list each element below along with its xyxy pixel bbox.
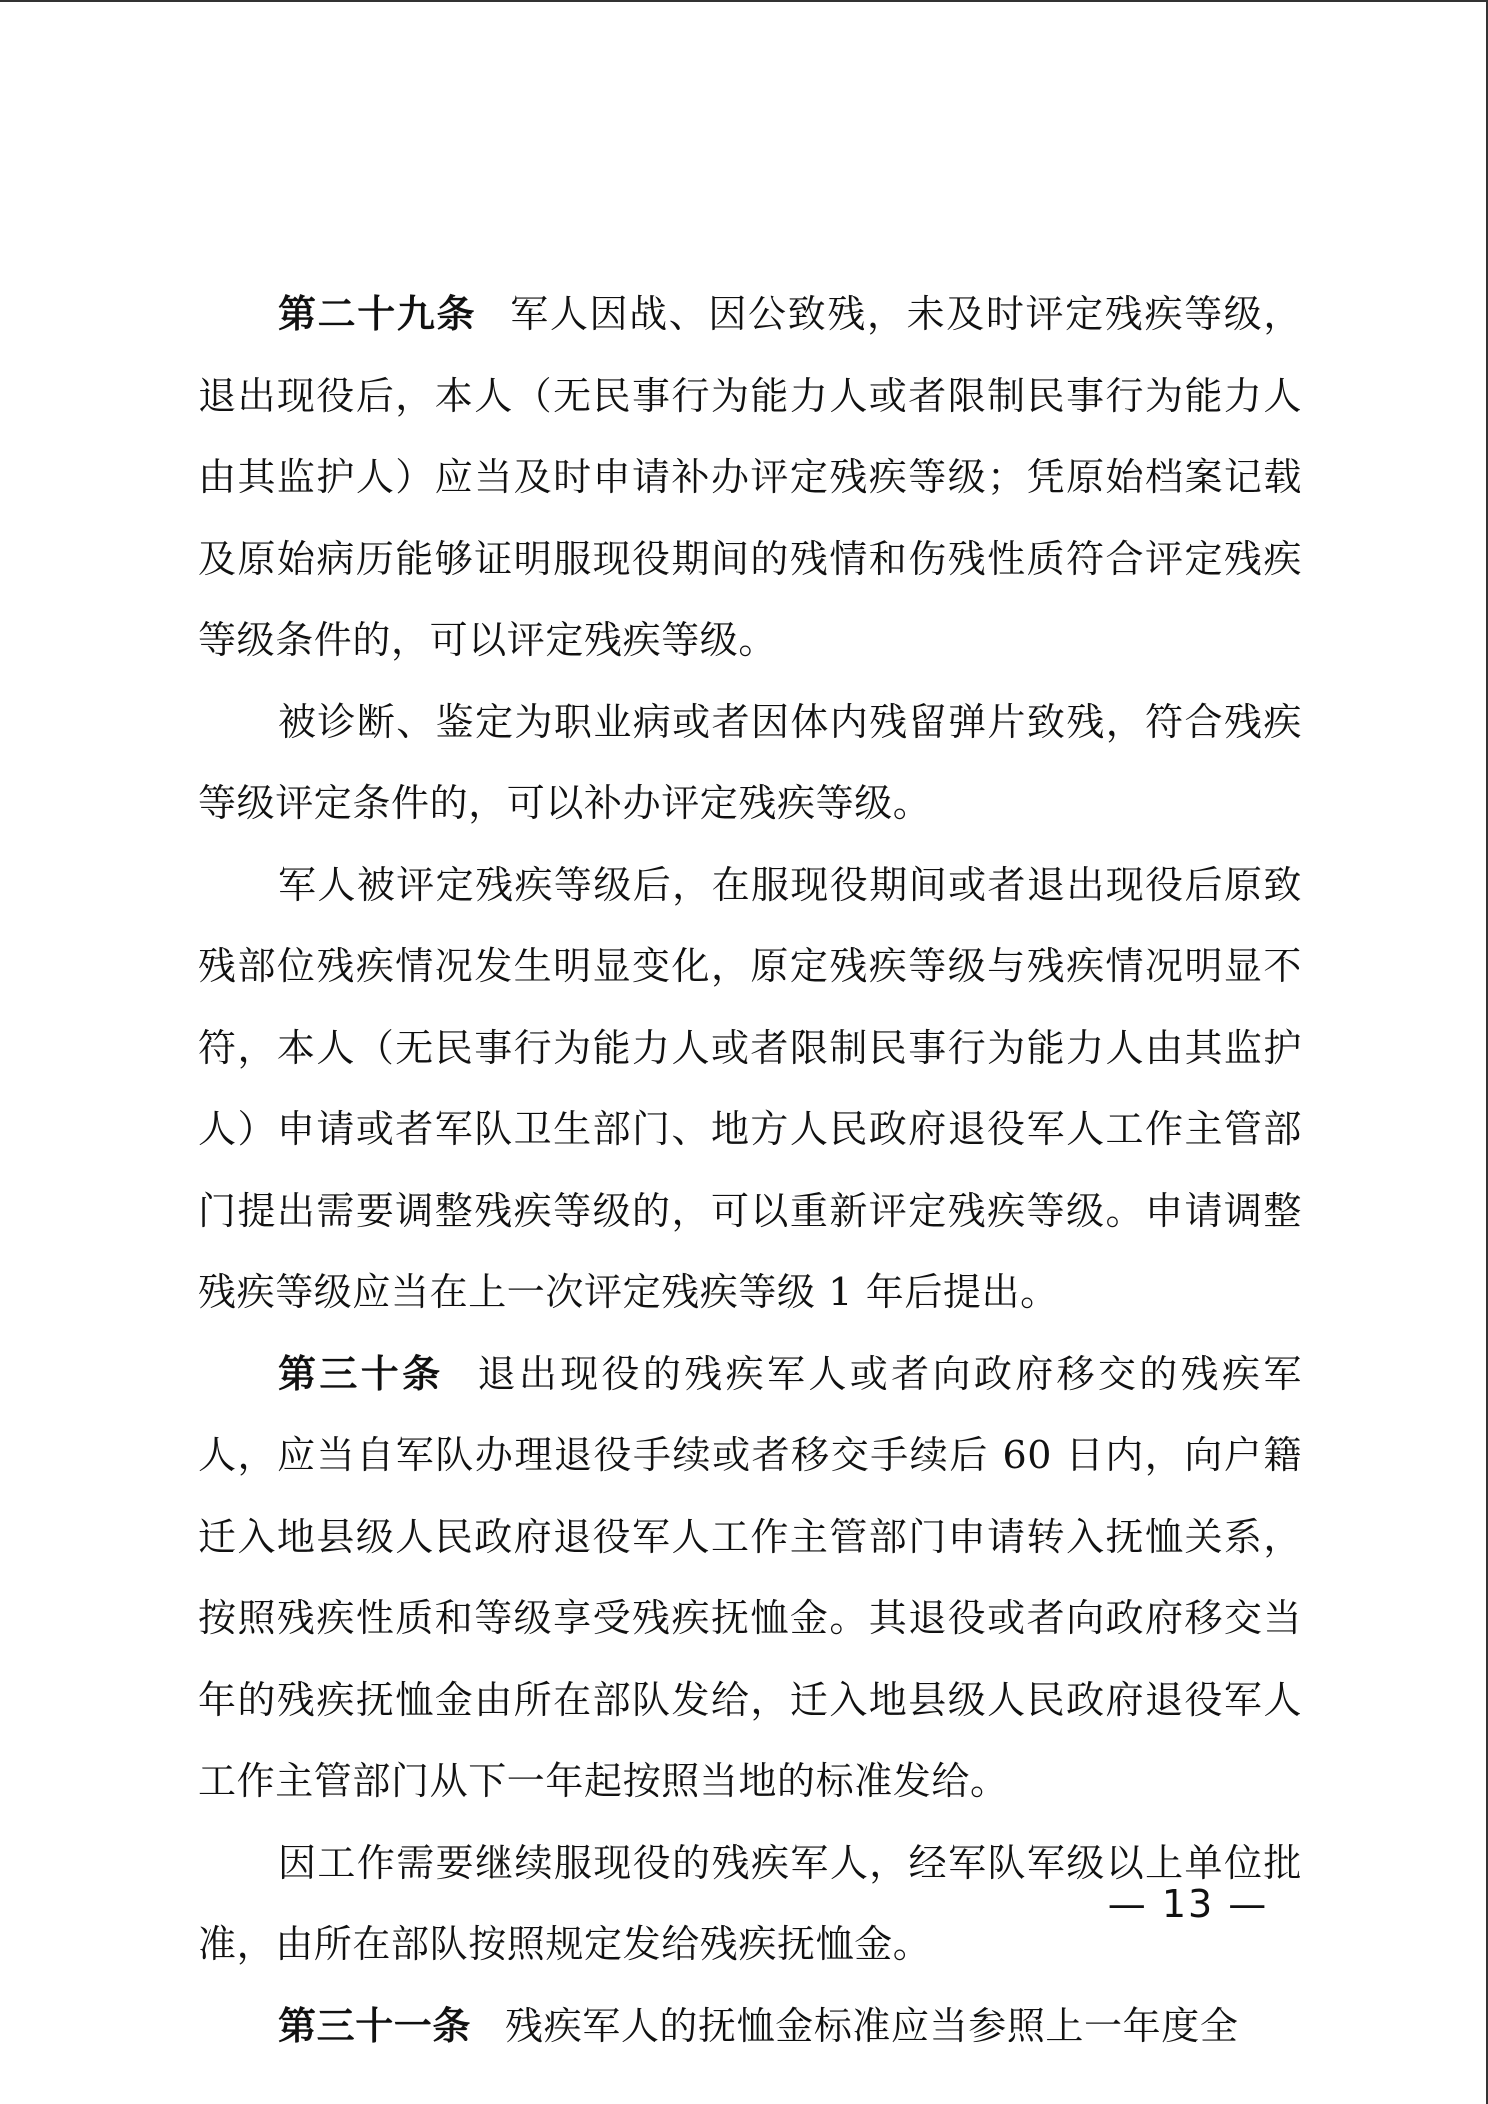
article-heading: 第三十一条 <box>278 2003 472 2048</box>
document-body <box>198 274 1302 2067</box>
paragraph-article-29 <box>198 274 1302 682</box>
article-heading: 第三十条 <box>278 1351 444 1396</box>
page-number: — 13 — <box>1107 1882 1269 1926</box>
paragraph-text: 军人因战、因公致残，未及时评定残疾等级，退出现役后，本人（无民事行为能力人或者限制民事行为能力人由其监护人）应当及时申请补办评定残疾等级；凭原始档案记载及原始病历能够证明服现役期间的残情和伤残性质符合评定残疾等级条件的，可以评定残疾等级。 <box>198 292 1302 662</box>
paragraph-article-31 <box>198 1986 1302 2068</box>
article-heading: 第二十九条 <box>278 292 477 336</box>
paragraph-article-30 <box>198 1334 1302 1823</box>
paragraph-text: 残疾军人的抚恤金标准应当参照上一年度全 <box>505 2003 1239 2048</box>
paragraph-text: 军人被评定残疾等级后，在服现役期间或者退出现役后原致残部位残疾情况发生明显变化，原定残疾等级与残疾情况明显不符，本人（无民事行为能力人或者限制民事行为能力人由其监护人）申请或者军队卫生部门、地方人民政府退役军人工作主管部门提出需要调整残疾等级的，可以重新评定残疾等级。申请调整残疾等级应当在上一次评定残疾等级 1 年后提出。 <box>198 862 1302 1314</box>
paragraph-text: 退出现役的残疾军人或者向政府移交的残疾军人，应当自军队办理退役手续或者移交手续后 60 日内，向户籍迁入地县级人民政府退役军人工作主管部门申请转入抚恤关系，按照残疾性质和等级享受残疾抚恤金。其退役或者向政府移交当年的残疾抚恤金由所在部队发给，迁入地县级人民政府退役军人工作主管部门从下一年起按照当地的标准发给。 <box>198 1351 1302 1803</box>
paragraph-re-assessment <box>198 845 1302 1334</box>
paragraph-occupational-disease <box>198 682 1302 845</box>
paragraph-text: 因工作需要继续服现役的残疾军人，经军队军级以上单位批准，由所在部队按照规定发给残疾抚恤金。 <box>198 1840 1302 1966</box>
paragraph-text: 被诊断、鉴定为职业病或者因体内残留弹片致残，符合残疾等级评定条件的，可以补办评定残疾等级。 <box>198 699 1302 825</box>
